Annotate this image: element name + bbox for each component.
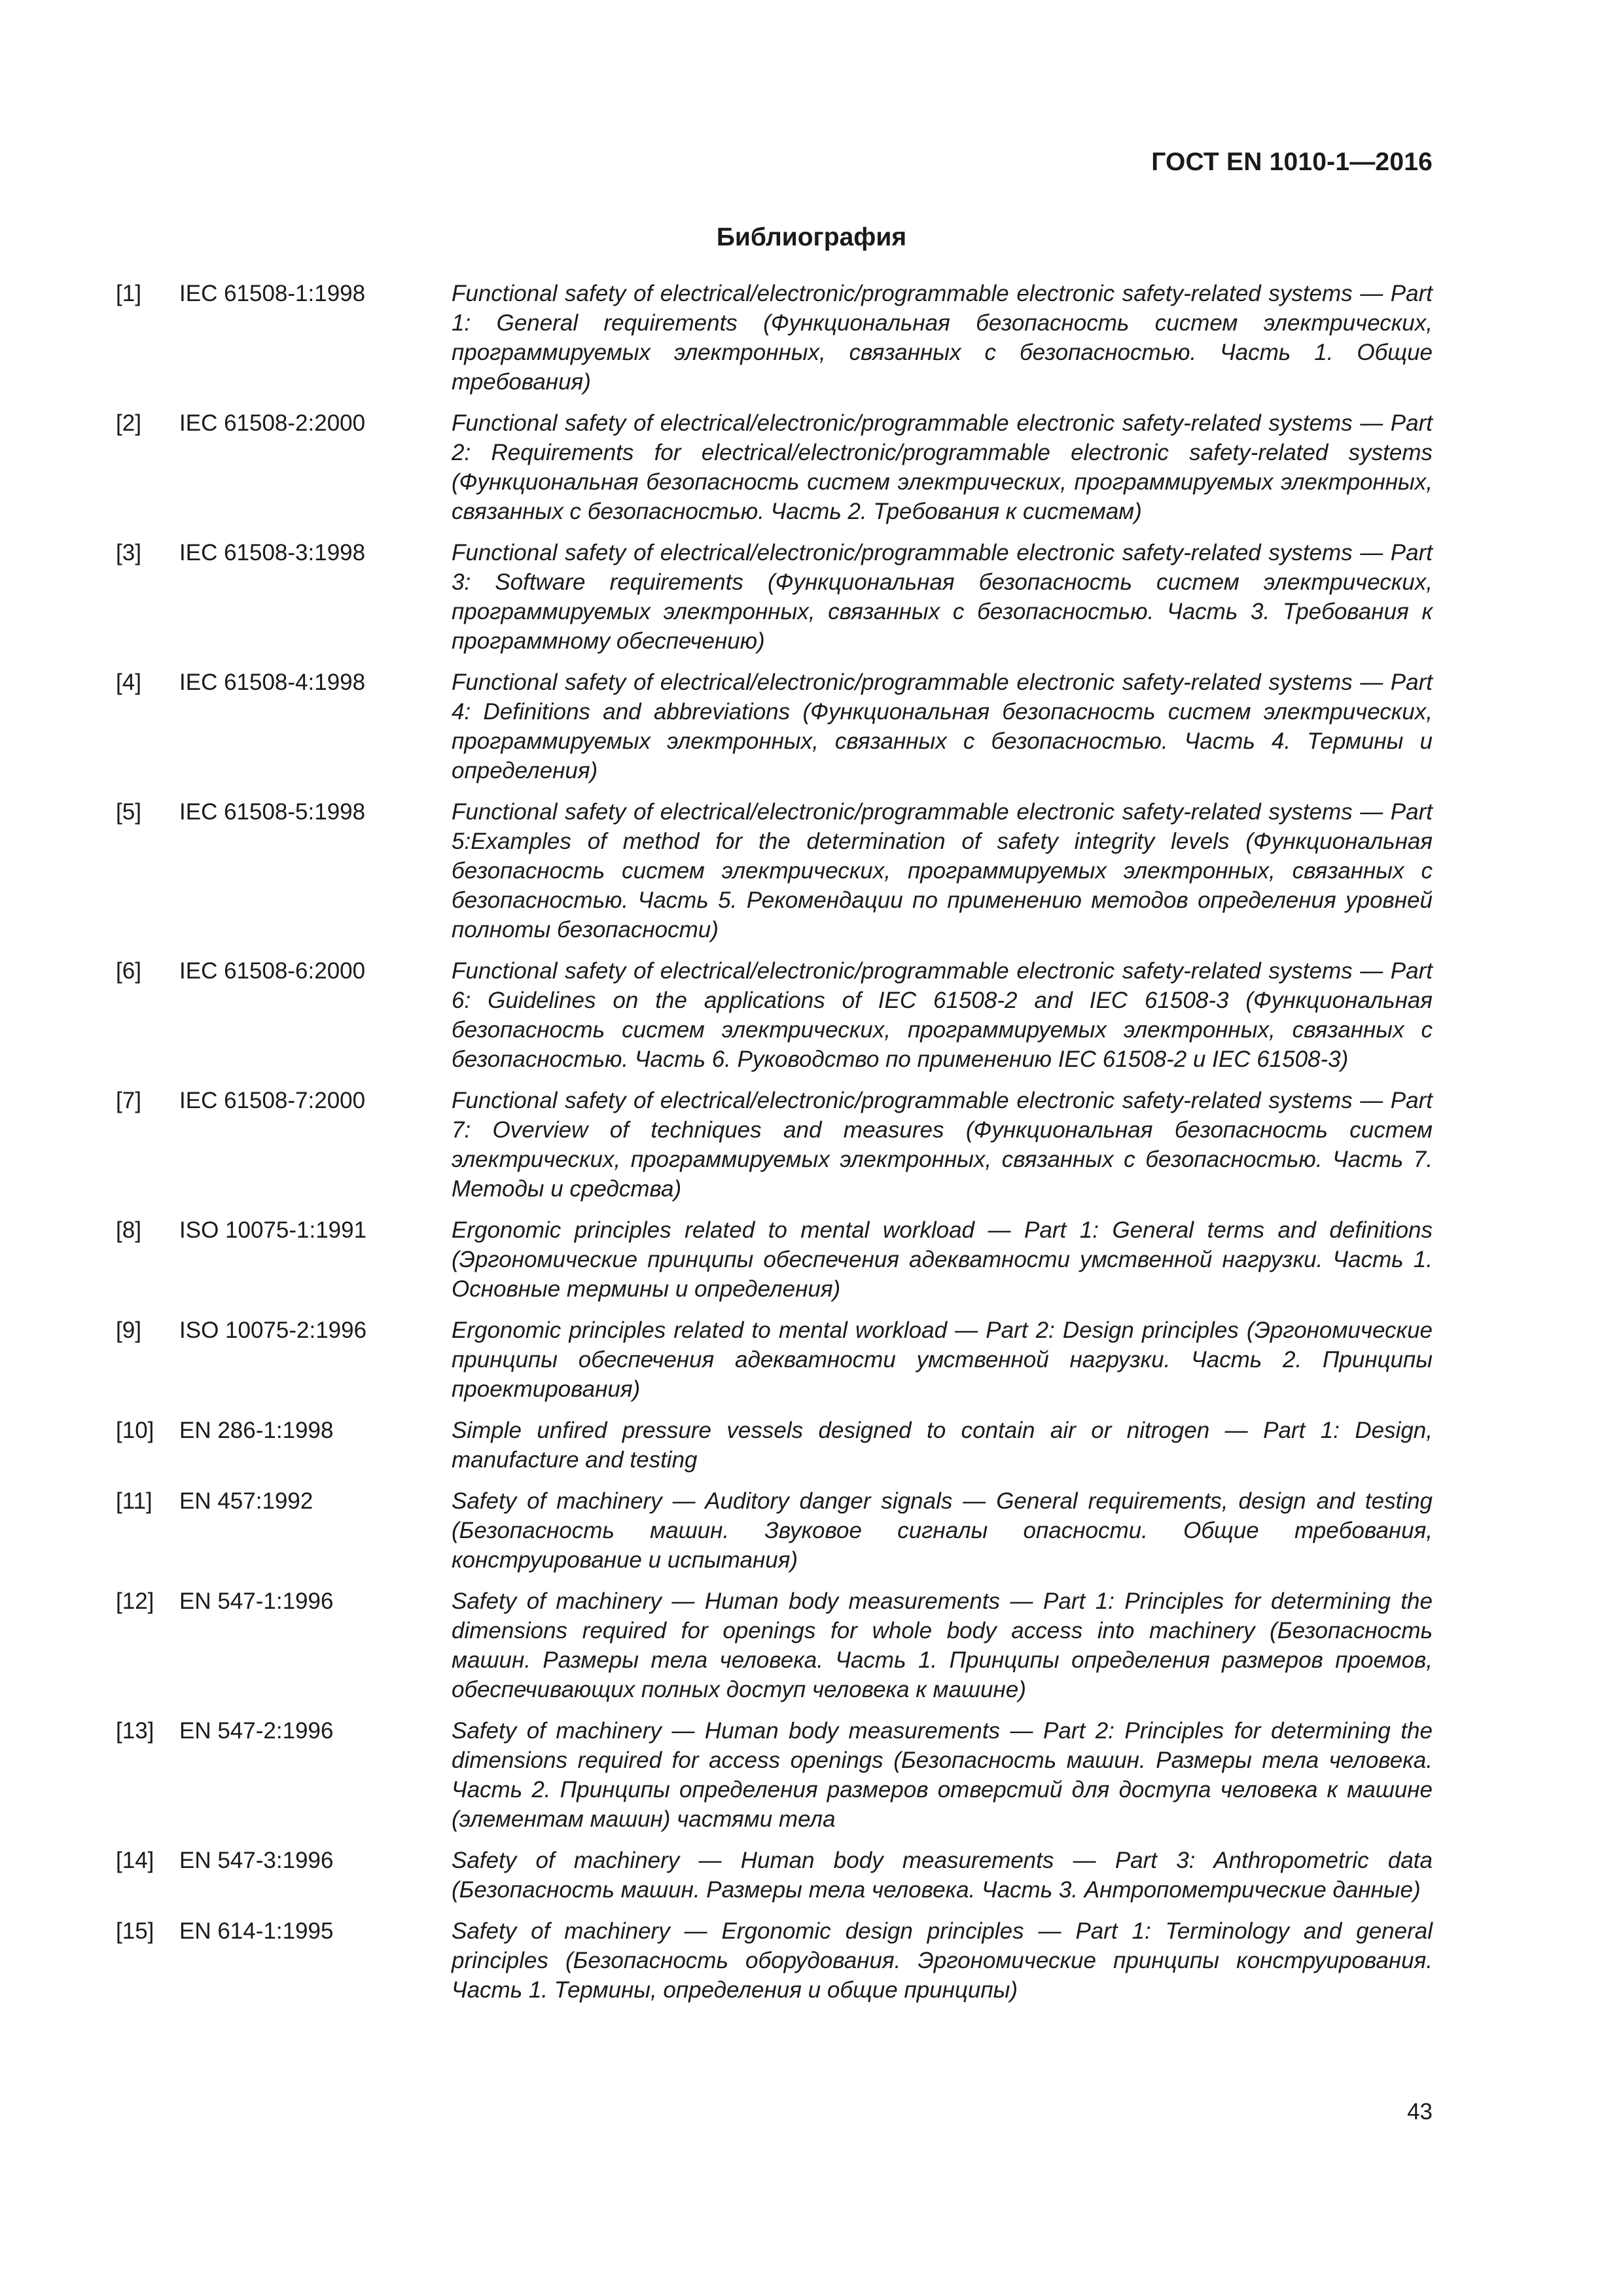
- bibliography-entry: [116, 1916, 1433, 2005]
- entry-standard: EN 547-3:1996: [179, 1848, 334, 1873]
- bibliography-entry: [116, 408, 1433, 526]
- entry-number: [13]: [116, 1718, 154, 1744]
- bibliography-entry: [116, 797, 1433, 944]
- entry-description: Simple unfired pressure vessels designed to contain air or nitrogen — Part 1: Design, manufacture and testing: [452, 1418, 1433, 1473]
- entry-number: [8]: [116, 1217, 141, 1243]
- entry-standard: IEC 61508-7:2000: [179, 1088, 366, 1113]
- entry-description: Functional safety of electrical/electronic/programmable electronic safety-related systems — Part 5:Examples of method for the determination of safety integrity levels (Функциональная безопасность систем электрических, программируемых электронных, связанных с безопасностью. Часть 5. Рекомендации по применению методов определения уровней полноты безопасности): [452, 799, 1433, 942]
- entry-standard: IEC 61508-6:2000: [179, 958, 366, 984]
- entry-number: [6]: [116, 958, 141, 984]
- page-title: Библиография: [716, 223, 907, 251]
- entry-description: Functional safety of electrical/electronic/programmable electronic safety-related systems — Part 6: Guidelines on the applications of IEC 61508-2 and IEC 61508-3 (Функциональная безопасность систем электрических, программируемых электронных, связанных с безопасностью. Часть 6. Руководство по применению IEC 61508-2 и IEC 61508-3): [452, 958, 1433, 1072]
- entry-number: [11]: [116, 1488, 152, 1514]
- entry-standard: IEC 61508-2:2000: [179, 410, 366, 436]
- entry-number: [4]: [116, 670, 141, 695]
- entry-standard: EN 614-1:1995: [179, 1918, 334, 1944]
- entry-description: Safety of machinery — Human body measurements — Part 1: Principles for determining the dimensions required for openings for whole body access into machinery (Безопасность машин. Размеры тела человека. Часть 1. Принципы определения размеров проемов, обеспечивающих полных доступ человека к машине): [452, 1588, 1433, 1702]
- entry-number: [10]: [116, 1418, 154, 1443]
- bibliography-entry: [116, 1846, 1433, 1905]
- bibliography-list: [116, 279, 1433, 2017]
- entry-number: [2]: [116, 410, 141, 436]
- page-number: 43: [1407, 2099, 1433, 2125]
- entry-description: Safety of machinery — Human body measurements — Part 3: Anthropometric data (Безопасность машин. Размеры тела человека. Часть 3. Антропометрические данные): [452, 1848, 1433, 1903]
- entry-number: [15]: [116, 1918, 154, 1944]
- entry-description: Functional safety of electrical/electronic/programmable electronic safety-related systems — Part 4: Definitions and abbreviations (Функциональная безопасность систем электрических, программируемых электронных, связанных с безопасностью. Часть 4. Термины и определения): [452, 670, 1433, 783]
- bibliography-entry: [116, 1215, 1433, 1304]
- entry-description: Functional safety of electrical/electronic/programmable electronic safety-related systems — Part 7: Overview of techniques and measures (Функциональная безопасность систем электрических, программируемых электронных, связанных с безопасностью. Часть 7. Методы и средства): [452, 1088, 1433, 1202]
- entry-standard: EN 547-1:1996: [179, 1588, 334, 1614]
- bibliography-entry: [116, 1587, 1433, 1704]
- bibliography-entry: [116, 279, 1433, 397]
- entry-number: [9]: [116, 1318, 141, 1343]
- entry-standard: EN 457:1992: [179, 1488, 313, 1514]
- entry-number: [7]: [116, 1088, 141, 1113]
- entry-number: [12]: [116, 1588, 154, 1614]
- bibliography-entry: [116, 1416, 1433, 1475]
- bibliography-entry: [116, 1716, 1433, 1834]
- entry-number: [3]: [116, 540, 141, 565]
- bibliography-entry: [116, 1486, 1433, 1575]
- entry-description: Safety of machinery — Human body measurements — Part 2: Principles for determining the dimensions required for access openings (Безопасность машин. Размеры тела человека. Часть 2. Принципы определения размеров отверстий для доступа человека к машине (элементам машин) частями тела: [452, 1718, 1433, 1832]
- bibliography-entry: [116, 668, 1433, 785]
- entry-description: Functional safety of electrical/electronic/programmable electronic safety-related systems — Part 1: General requirements (Функциональная безопасность систем электрических, программируемых электронных, связанных с безопасностью. Часть 1. Общие требования): [452, 281, 1433, 395]
- entry-number: [1]: [116, 281, 141, 306]
- bibliography-entry: [116, 956, 1433, 1074]
- entry-standard: EN 547-2:1996: [179, 1718, 334, 1744]
- entry-description: Safety of machinery — Ergonomic design principles — Part 1: Terminology and general principles (Безопасность оборудования. Эргономические принципы конструирования. Часть 1. Термины, определения и общие принципы): [452, 1918, 1433, 2003]
- entry-number: [5]: [116, 799, 141, 825]
- entry-description: Ergonomic principles related to mental workload — Part 1: General terms and definitions (Эргономические принципы обеспечения адекватности умственной нагрузки. Часть 1. Основные термины и определения): [452, 1217, 1433, 1302]
- entry-standard: IEC 61508-1:1998: [179, 281, 366, 306]
- entry-standard: ISO 10075-1:1991: [179, 1217, 367, 1243]
- entry-standard: IEC 61508-3:1998: [179, 540, 366, 565]
- entry-number: [14]: [116, 1848, 154, 1873]
- document-header: ГОСТ EN 1010-1—2016: [1151, 148, 1433, 176]
- entry-standard: IEC 61508-5:1998: [179, 799, 366, 825]
- entry-standard: ISO 10075-2:1996: [179, 1318, 367, 1343]
- bibliography-entry: [116, 1316, 1433, 1404]
- entry-standard: IEC 61508-4:1998: [179, 670, 366, 695]
- bibliography-entry: [116, 1086, 1433, 1204]
- entry-standard: EN 286-1:1998: [179, 1418, 334, 1443]
- entry-description: Functional safety of electrical/electronic/programmable electronic safety-related systems — Part 2: Requirements for electrical/electronic/programmable electronic safety-related systems (Функциональная безопасность систем электрических, программируемых электронных, связанных с безопасностью. Часть 2. Требования к системам): [452, 410, 1433, 524]
- entry-description: Ergonomic principles related to mental workload — Part 2: Design principles (Эргономические принципы обеспечения адекватности умственной нагрузки. Часть 2. Принципы проектирования): [452, 1318, 1433, 1402]
- bibliography-entry: [116, 538, 1433, 656]
- entry-description: Functional safety of electrical/electronic/programmable electronic safety-related systems — Part 3: Software requirements (Функциональная безопасность систем электрических, программируемых электронных, связанных с безопасностью. Часть 3. Требования к программному обеспечению): [452, 540, 1433, 654]
- entry-description: Safety of machinery — Auditory danger signals — General requirements, design and testing (Безопасность машин. Звуковое сигналы опасности. Общие требования, конструирование и испытания): [452, 1488, 1433, 1573]
